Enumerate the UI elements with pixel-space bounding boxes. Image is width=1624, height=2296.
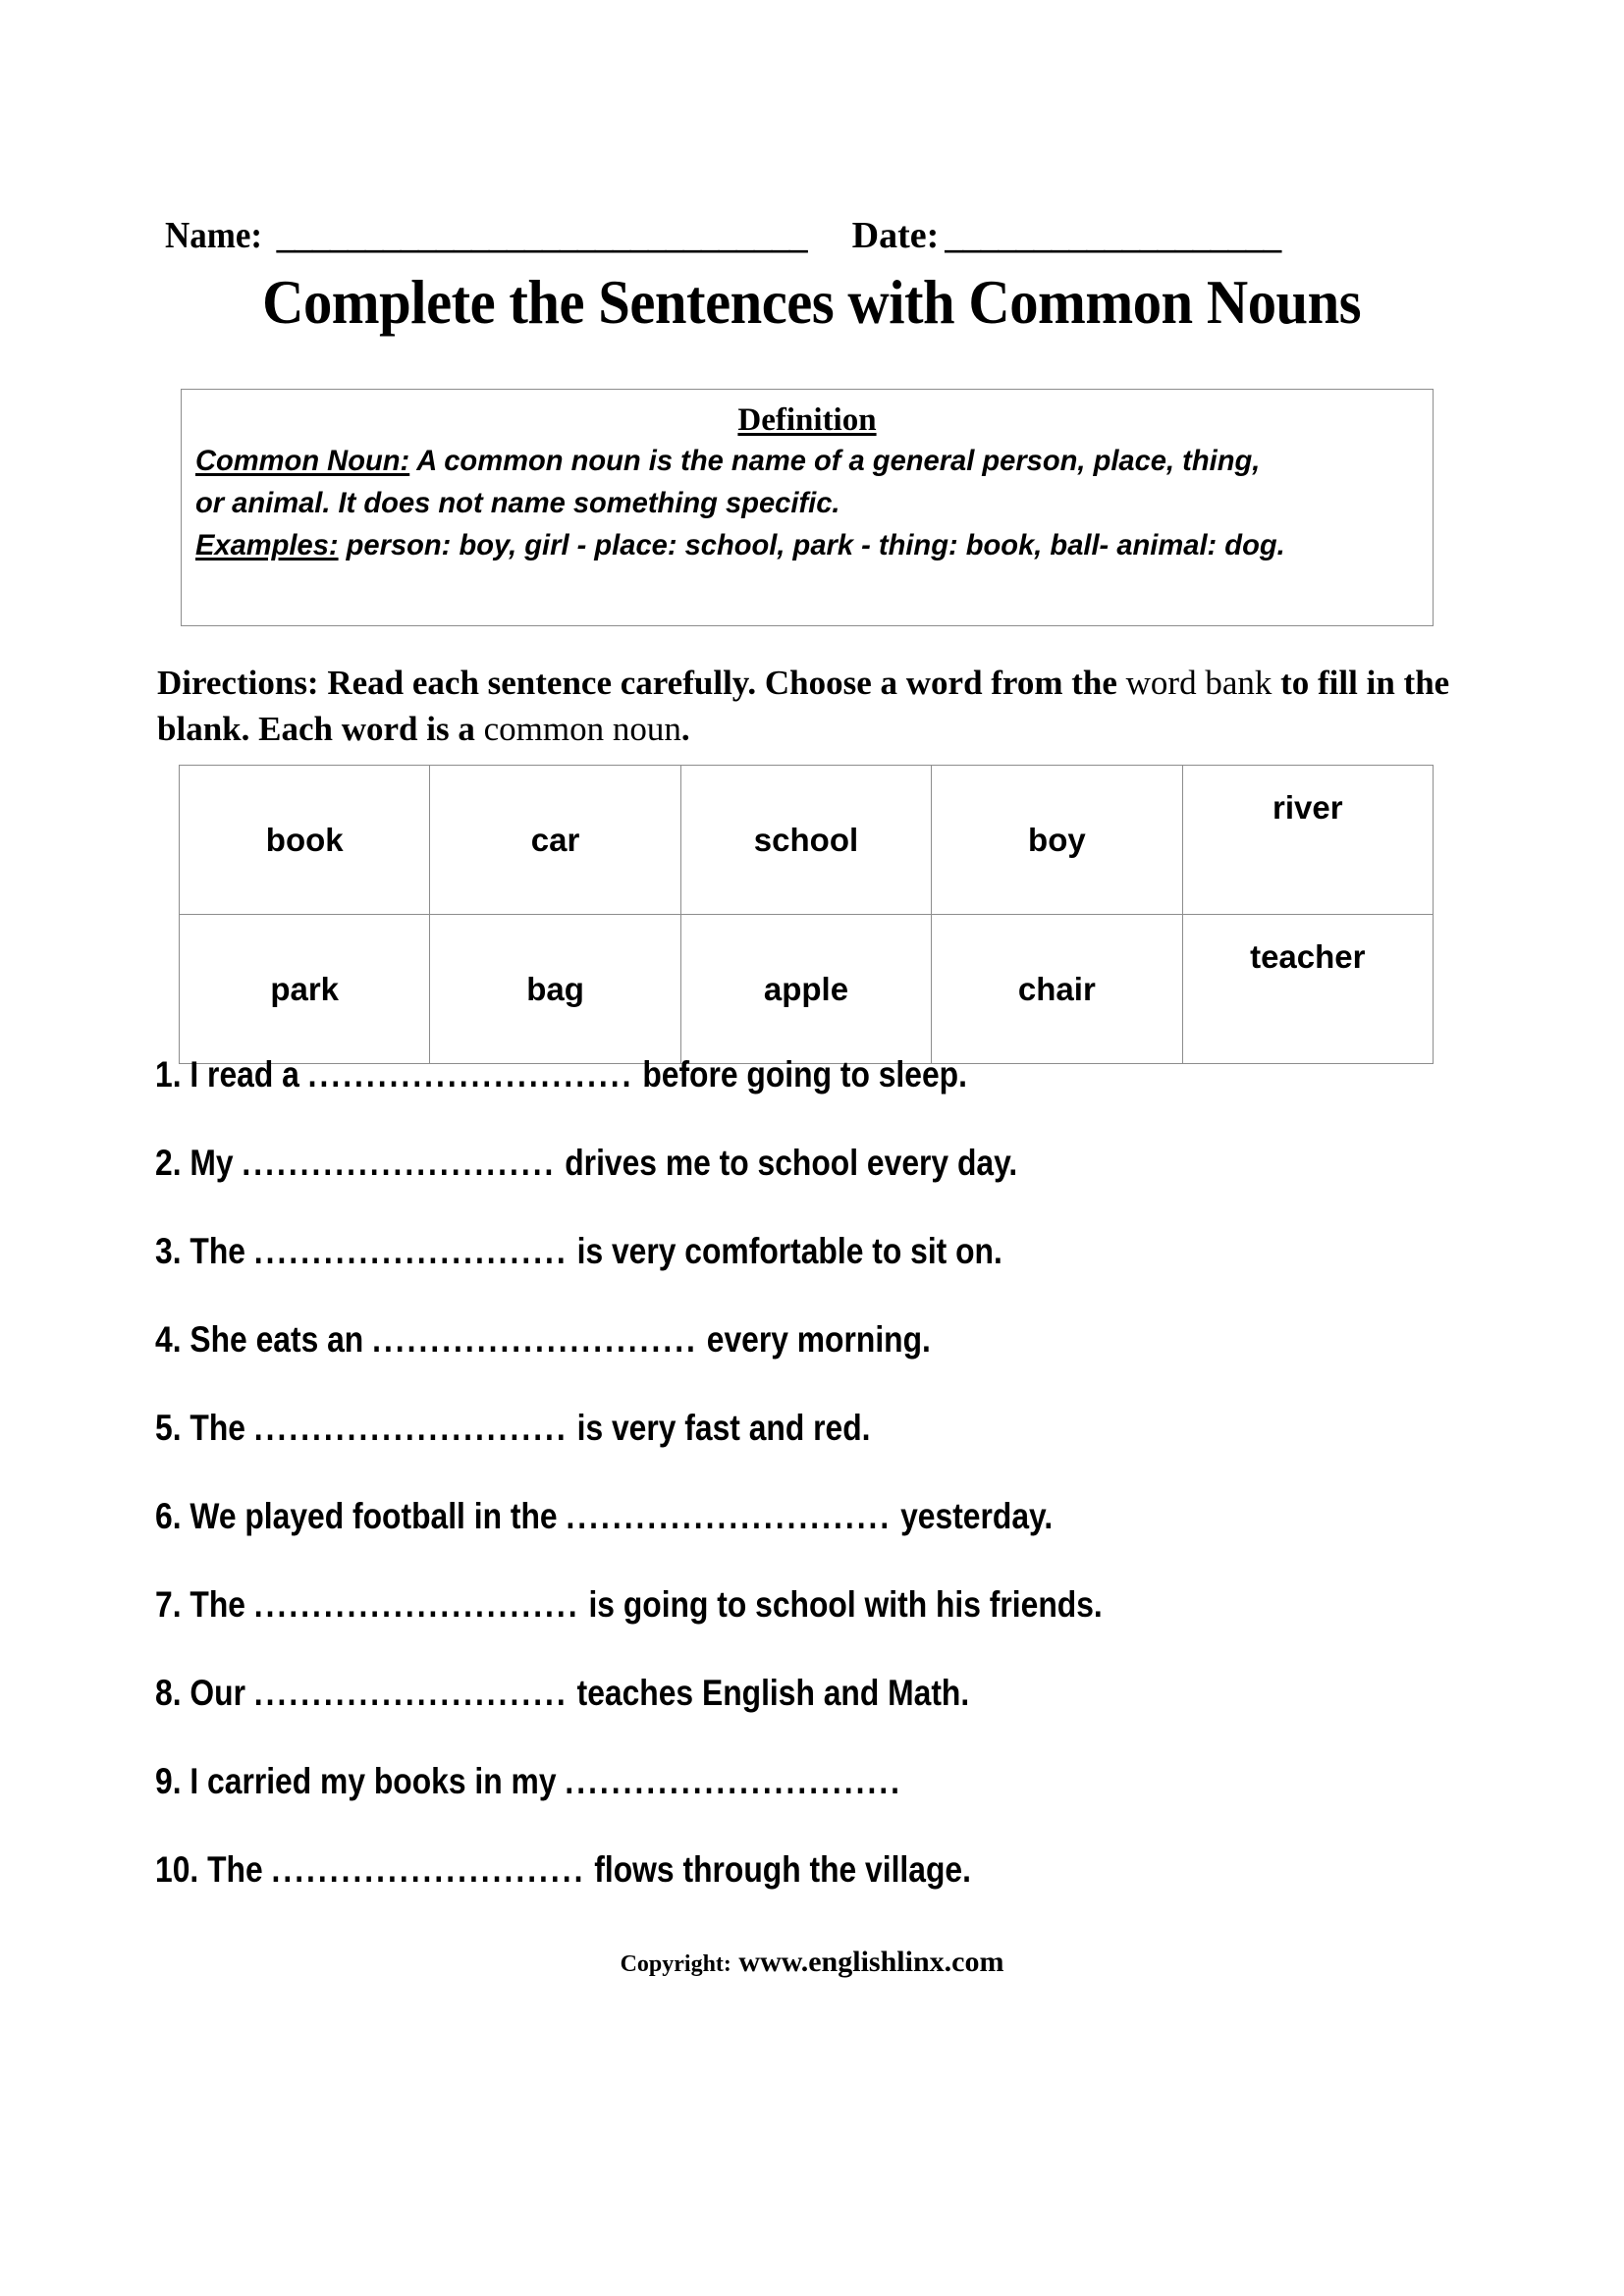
definition-examples-rest: person: boy, girl - place: school, park - thing: book, ball- animal: dog. bbox=[338, 529, 1285, 561]
sentence-before: I carried my books in my bbox=[181, 1761, 566, 1801]
sentence-item bbox=[155, 1583, 1530, 1672]
copyright-label: Copyright: bbox=[620, 1951, 731, 1977]
definition-line-2 bbox=[195, 482, 1423, 524]
sentence-before: The bbox=[198, 1849, 272, 1890]
word-bank-row bbox=[180, 766, 1434, 915]
name-blank-line[interactable]: ______________________________ bbox=[276, 215, 807, 256]
sentence-number: 3. bbox=[155, 1231, 182, 1271]
sentence-number: 8. bbox=[155, 1673, 182, 1713]
footer-copyright bbox=[0, 1946, 1624, 1979]
word-bank-cell[interactable]: bag bbox=[430, 915, 680, 1064]
sentence-number: 2. bbox=[155, 1143, 182, 1183]
sentence-number: 10. bbox=[155, 1849, 199, 1890]
word-bank-cell[interactable]: school bbox=[680, 766, 931, 915]
sentence-before: The bbox=[181, 1584, 254, 1625]
name-date-row bbox=[165, 214, 1461, 273]
sentence-before: We played football in the bbox=[181, 1496, 567, 1536]
sentence-blank[interactable]: ............................ bbox=[253, 1584, 580, 1625]
word-bank-cell[interactable]: chair bbox=[932, 915, 1182, 1064]
sentence-blank[interactable]: ............................ bbox=[307, 1054, 634, 1095]
word-bank-cell[interactable]: boy bbox=[932, 766, 1182, 915]
sentence-after: is very comfortable to sit on. bbox=[568, 1231, 1002, 1271]
sentence-after: every morning. bbox=[697, 1319, 931, 1360]
sentence-after: yesterday. bbox=[892, 1496, 1054, 1536]
sentence-before: Our bbox=[181, 1673, 254, 1713]
definition-heading: Definition bbox=[737, 402, 877, 438]
date-label: Date: bbox=[851, 215, 940, 256]
page-title-text: Complete the Sentences with Common Nouns bbox=[262, 268, 1362, 337]
sentence-number: 1. bbox=[155, 1054, 182, 1095]
sentence-list bbox=[155, 1053, 1530, 1937]
definition-term: Common Noun: bbox=[195, 445, 410, 477]
sentence-after: teaches English and Math. bbox=[568, 1673, 970, 1713]
sentence-blank[interactable]: ............................. bbox=[565, 1761, 903, 1801]
sentence-blank[interactable]: ............................ bbox=[566, 1496, 893, 1536]
directions-text bbox=[157, 660, 1492, 752]
directions-part-3: . bbox=[680, 710, 690, 748]
sentence-after: is very fast and red. bbox=[568, 1408, 871, 1448]
sentence-blank[interactable]: ........................... bbox=[253, 1231, 568, 1271]
word-bank-cell[interactable]: apple bbox=[680, 915, 931, 1064]
sentence-after: is going to school with his friends. bbox=[579, 1584, 1103, 1625]
sentence-number: 6. bbox=[155, 1496, 182, 1536]
sentence-before: I read a bbox=[181, 1054, 308, 1095]
sentence-before: The bbox=[181, 1408, 254, 1448]
sentence-number: 9. bbox=[155, 1761, 182, 1801]
sentence-item bbox=[155, 1053, 1530, 1142]
sentence-item bbox=[155, 1760, 1530, 1848]
sentence-after: drives me to school every day. bbox=[556, 1143, 1018, 1183]
sentence-blank[interactable]: ........................... bbox=[271, 1849, 586, 1890]
sentence-item bbox=[155, 1318, 1530, 1407]
directions-common-noun-phrase: common noun bbox=[483, 710, 681, 748]
sentence-number: 4. bbox=[155, 1319, 182, 1360]
word-bank-cell[interactable]: park bbox=[180, 915, 430, 1064]
sentence-blank[interactable]: ............................ bbox=[372, 1319, 698, 1360]
word-bank-cell[interactable]: teacher bbox=[1182, 915, 1433, 1064]
definition-box bbox=[181, 389, 1434, 626]
date-blank-line[interactable]: ___________________ bbox=[945, 215, 1281, 256]
definition-body bbox=[182, 440, 1433, 566]
sentence-before: My bbox=[181, 1143, 243, 1183]
copyright-url: www.englishlinx.com bbox=[731, 1946, 1004, 1978]
sentence-item bbox=[155, 1495, 1530, 1583]
sentence-before: She eats an bbox=[181, 1319, 373, 1360]
sentence-number: 5. bbox=[155, 1408, 182, 1448]
definition-line-2-text: or animal. It does not name something specific. bbox=[195, 487, 840, 519]
definition-examples-label: Examples: bbox=[195, 529, 339, 561]
page-title bbox=[0, 267, 1624, 338]
sentence-item bbox=[155, 1407, 1530, 1495]
sentence-number: 7. bbox=[155, 1584, 182, 1625]
name-label: Name: bbox=[165, 215, 263, 256]
sentence-item bbox=[155, 1848, 1530, 1937]
word-bank-table bbox=[179, 765, 1434, 1064]
word-bank-cell[interactable]: book bbox=[180, 766, 430, 915]
sentence-blank[interactable]: ........................... bbox=[253, 1408, 568, 1448]
sentence-blank[interactable]: ........................... bbox=[242, 1143, 557, 1183]
sentence-before: The bbox=[181, 1231, 254, 1271]
word-bank-row bbox=[180, 915, 1434, 1064]
sentence-item bbox=[155, 1672, 1530, 1760]
sentence-after: before going to sleep. bbox=[633, 1054, 967, 1095]
definition-line-3 bbox=[195, 524, 1423, 566]
sentence-blank[interactable]: ........................... bbox=[253, 1673, 568, 1713]
definition-line-1-rest: A common noun is the name of a general person, place, thing, bbox=[409, 445, 1261, 477]
directions-word-bank-phrase: word bank bbox=[1125, 664, 1272, 702]
word-bank-cell[interactable]: car bbox=[430, 766, 680, 915]
sentence-item bbox=[155, 1142, 1530, 1230]
directions-part-1: Directions: Read each sentence carefully. Choose a word from the bbox=[157, 664, 1126, 702]
sentence-after: flows through the village. bbox=[585, 1849, 971, 1890]
sentence-item bbox=[155, 1230, 1530, 1318]
word-bank-cell[interactable]: river bbox=[1182, 766, 1433, 915]
definition-line-1 bbox=[195, 440, 1423, 482]
directions-part-2: to fill in the blank. Each word is a bbox=[157, 664, 1450, 748]
